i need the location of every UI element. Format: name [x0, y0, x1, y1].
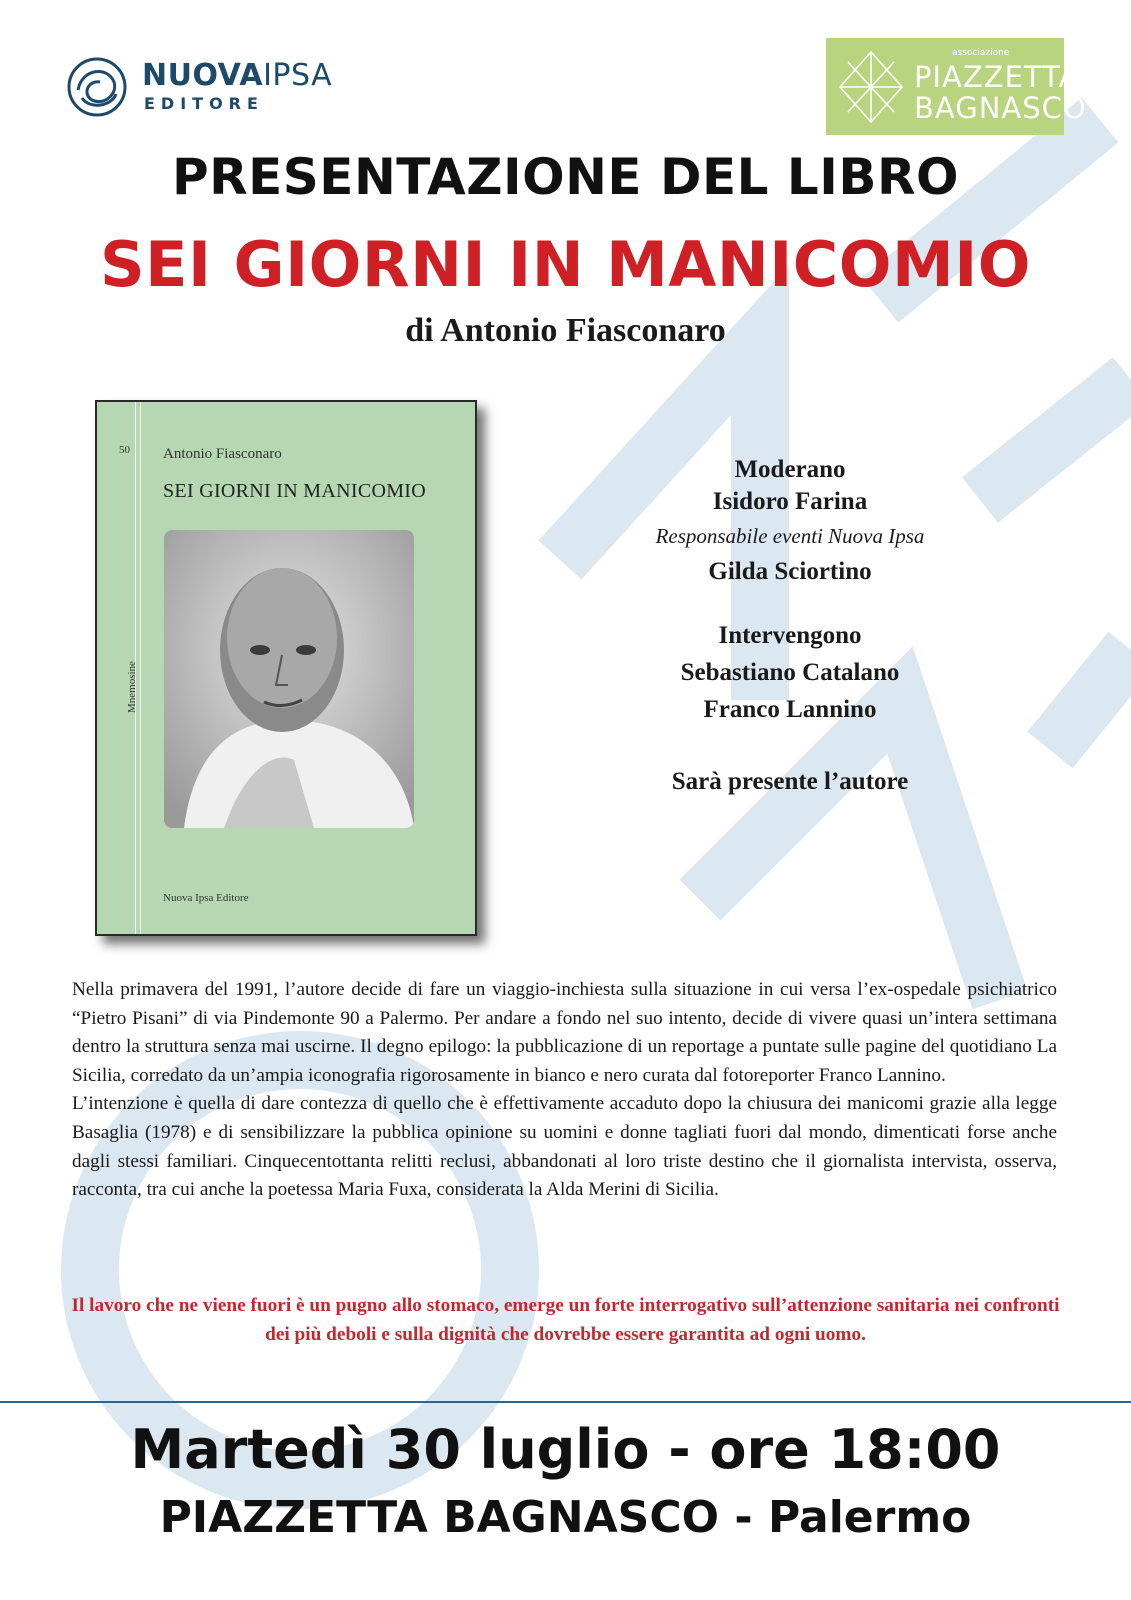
book-cover: [95, 400, 477, 936]
description-paragraph-1: Nella primavera del 1991, l’autore decide di fare un viaggio-inchiesta sulla situazione in cui versa l’ex-ospedale psichiatrico “Pietro Pisani” di via Pindemonte 90 a Palermo. Per andare a fondo nel suo intento, decide di vivere quasi un’intera settimana dentro la struttura senza mai uscirne. Il degno epilogo: la pubblicazione di un reportage a puntate sulle pagine del quotidiano La Sicilia, corredato da un’ampia iconografia rigorosamente in bianco e nero curata dal fotoreporter Franco Lannino.: [72, 979, 1057, 1086]
nuova-ipsa-logo: [64, 54, 364, 124]
association-name-line1: PIAZZETTA: [914, 60, 1080, 94]
piazzetta-bagnasco-logo: [826, 38, 1087, 135]
highlight-quote: Il lavoro che ne viene fuori è un pugno allo stomaco, emerge un forte interrogativo sull’attenzione sanitaria nei confronti dei più deboli e sulla dignità che dovrebbe essere garantita ad ogni uomo.: [71, 1295, 1060, 1345]
cover-photo: [164, 530, 414, 828]
cover-author: Antonio Fiasconaro: [163, 446, 282, 462]
star-icon: [836, 48, 906, 126]
publisher-name: NUOVAIPSA: [142, 58, 333, 93]
speaker-2: Franco Lannino: [703, 696, 877, 723]
footer-divider: [0, 1401, 1131, 1403]
description-paragraph-2: L’intenzione è quella di dare contezza di quello che è effettivamente accaduto dopo la chiusura dei manicomi grazie alla legge Basaglia (1978) e di sensibilizzare la pubblica opinione su uomini e donne tagliati fuori dal mondo, dimenticati forse anche dagli stessi familiari. Cinquecentottanta relitti reclusi, abbandonati al loro triste destino che il giornalista intervista, osserva, racconta, tra cui anche la poetessa Maria Fuxa, considerata la Alda Merini di Sicilia.: [72, 1093, 1057, 1201]
cover-title: SEI GIORNI IN MANICOMIO: [163, 480, 426, 502]
moderator-1: Isidoro Farina: [712, 488, 868, 515]
moderator-2: Gilda Sciortino: [708, 558, 872, 585]
publisher-sub: EDITORE: [144, 94, 264, 113]
portrait-image: [164, 530, 414, 828]
series-name: Mnemosine: [126, 661, 138, 713]
book-title: SEI GIORNI IN MANICOMIO: [100, 228, 1031, 301]
association-name-line2: BAGNASCO: [914, 91, 1087, 125]
cover-publisher: Nuova Ipsa Editore: [163, 892, 249, 904]
association-label: associazione: [952, 48, 1010, 58]
moderators-label: Moderano: [734, 456, 846, 483]
speakers-label: Intervengono: [718, 622, 862, 649]
author-presence-note: Sarà presente l’autore: [671, 768, 909, 795]
book-description: [72, 976, 1057, 1205]
event-date: Martedì 30 luglio - ore 18:00: [130, 1418, 1001, 1481]
moderator-1-role: Responsabile eventi Nuova Ipsa: [655, 524, 925, 548]
presentation-heading: PRESENTAZIONE DEL LIBRO: [171, 148, 959, 206]
book-author: di Antonio Fiasconaro: [405, 312, 726, 349]
speaker-1: Sebastiano Catalano: [680, 659, 900, 686]
spine-line: [140, 402, 141, 934]
series-number: 50: [119, 444, 130, 456]
event-place: PIAZZETTA BAGNASCO - Palermo: [159, 1492, 972, 1543]
nuova-ipsa-logo-icon: [64, 54, 130, 120]
